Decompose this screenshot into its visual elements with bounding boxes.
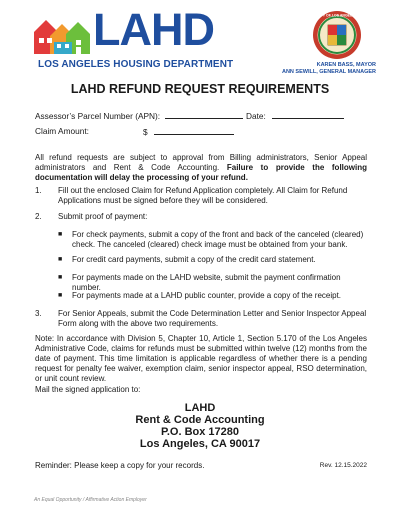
step-number: 1. [35,186,42,195]
logo-subtitle: LOS ANGELES HOUSING DEPARTMENT [38,59,234,70]
revision-text: Rev. 12.15.2022 [319,462,367,469]
mayor-line: KAREN BASS, MAYOR [316,62,376,68]
apn-blank[interactable] [165,110,243,119]
date-label: Date: [246,111,266,121]
city-seal-icon [312,10,362,60]
bullet-text: For payments made at a LAHD public counter, provide a copy of the receipt. [72,291,342,300]
bullet-icon: ■ [58,231,63,238]
address-line: P.O. Box 17280 [160,426,240,438]
date-field [246,110,344,121]
bullet-icon: ■ [58,256,63,263]
page-title: LAHD REFUND REQUEST REQUIREMENTS [70,82,330,96]
logo-wordmark: LAHD [93,4,214,55]
amount-field [35,126,89,136]
date-blank[interactable] [272,110,344,119]
eeo-tagline: An Equal Opportunity / Affirmative Action Employer [34,497,147,503]
apn-label: Assessor’s Parcel Number (APN): [35,111,161,121]
seal-text: CITY OF LOS ANGELES [317,13,357,18]
lahd-houses-logo [32,14,94,58]
bullet-icon: ■ [58,274,63,281]
step-number: 3. [35,309,42,318]
intro-text: All refund requests are subject to approval from Billing administrators, Senior Appeal administrators and Rent & Code Accounting. [35,153,367,172]
step-text: For Senior Appeals, submit the Code Determination Letter and Senior Inspector Appeal Form along with the above two requirements. [58,309,367,328]
currency-symbol: $ [143,127,148,137]
address-line: LAHD [184,402,216,414]
officials-block [282,62,376,76]
step-text: Submit proof of payment: [58,212,148,221]
apn-field [35,110,243,121]
bullet-icon: ■ [58,292,63,299]
general-manager-line: ANN SEWILL, GENERAL MANAGER [281,69,376,75]
intro-paragraph [35,153,367,183]
reminder-text: Reminder: Please keep a copy for your records. [35,461,205,470]
bullet-text: For check payments, submit a copy of the front and back of the canceled (cleared) check. The canceled (cleared) check image must be obtained from your bank. [72,230,364,249]
amount-blank[interactable] [154,126,234,135]
note-paragraph: Note: In accordance with Division 5, Chapter 10, Article 1, Section 5.170 of the Los Angeles Administrative Code, claims for refunds must be submitted within twelve (12) months from the date of payment. This time limitation is applicable regardless of whether there is a pending request for penalty fee waiver, exemption claim, senior inspector appeal, RSO determination, or unit count review. [35,334,367,383]
address-line: Rent & Code Accounting [135,414,265,426]
bullet-text: For payments made on the LAHD website, submit the payment confirmation number. [72,273,341,292]
mail-label: Mail the signed application to: [35,385,141,394]
bullet-text: For credit card payments, submit a copy of the credit card statement. [72,255,316,264]
intro-warning: Failure to provide the following documentation will delay the processing of your refund. [35,163,367,182]
amount-label: Claim Amount: [35,126,89,136]
step-number: 2. [35,212,42,221]
address-line: Los Angeles, CA 90017 [139,438,261,450]
step-text: Fill out the enclosed Claim for Refund Application completely. All Claim for Refund Applications must be signed before they will be considered. [58,186,348,205]
amount-value-field [143,126,234,137]
